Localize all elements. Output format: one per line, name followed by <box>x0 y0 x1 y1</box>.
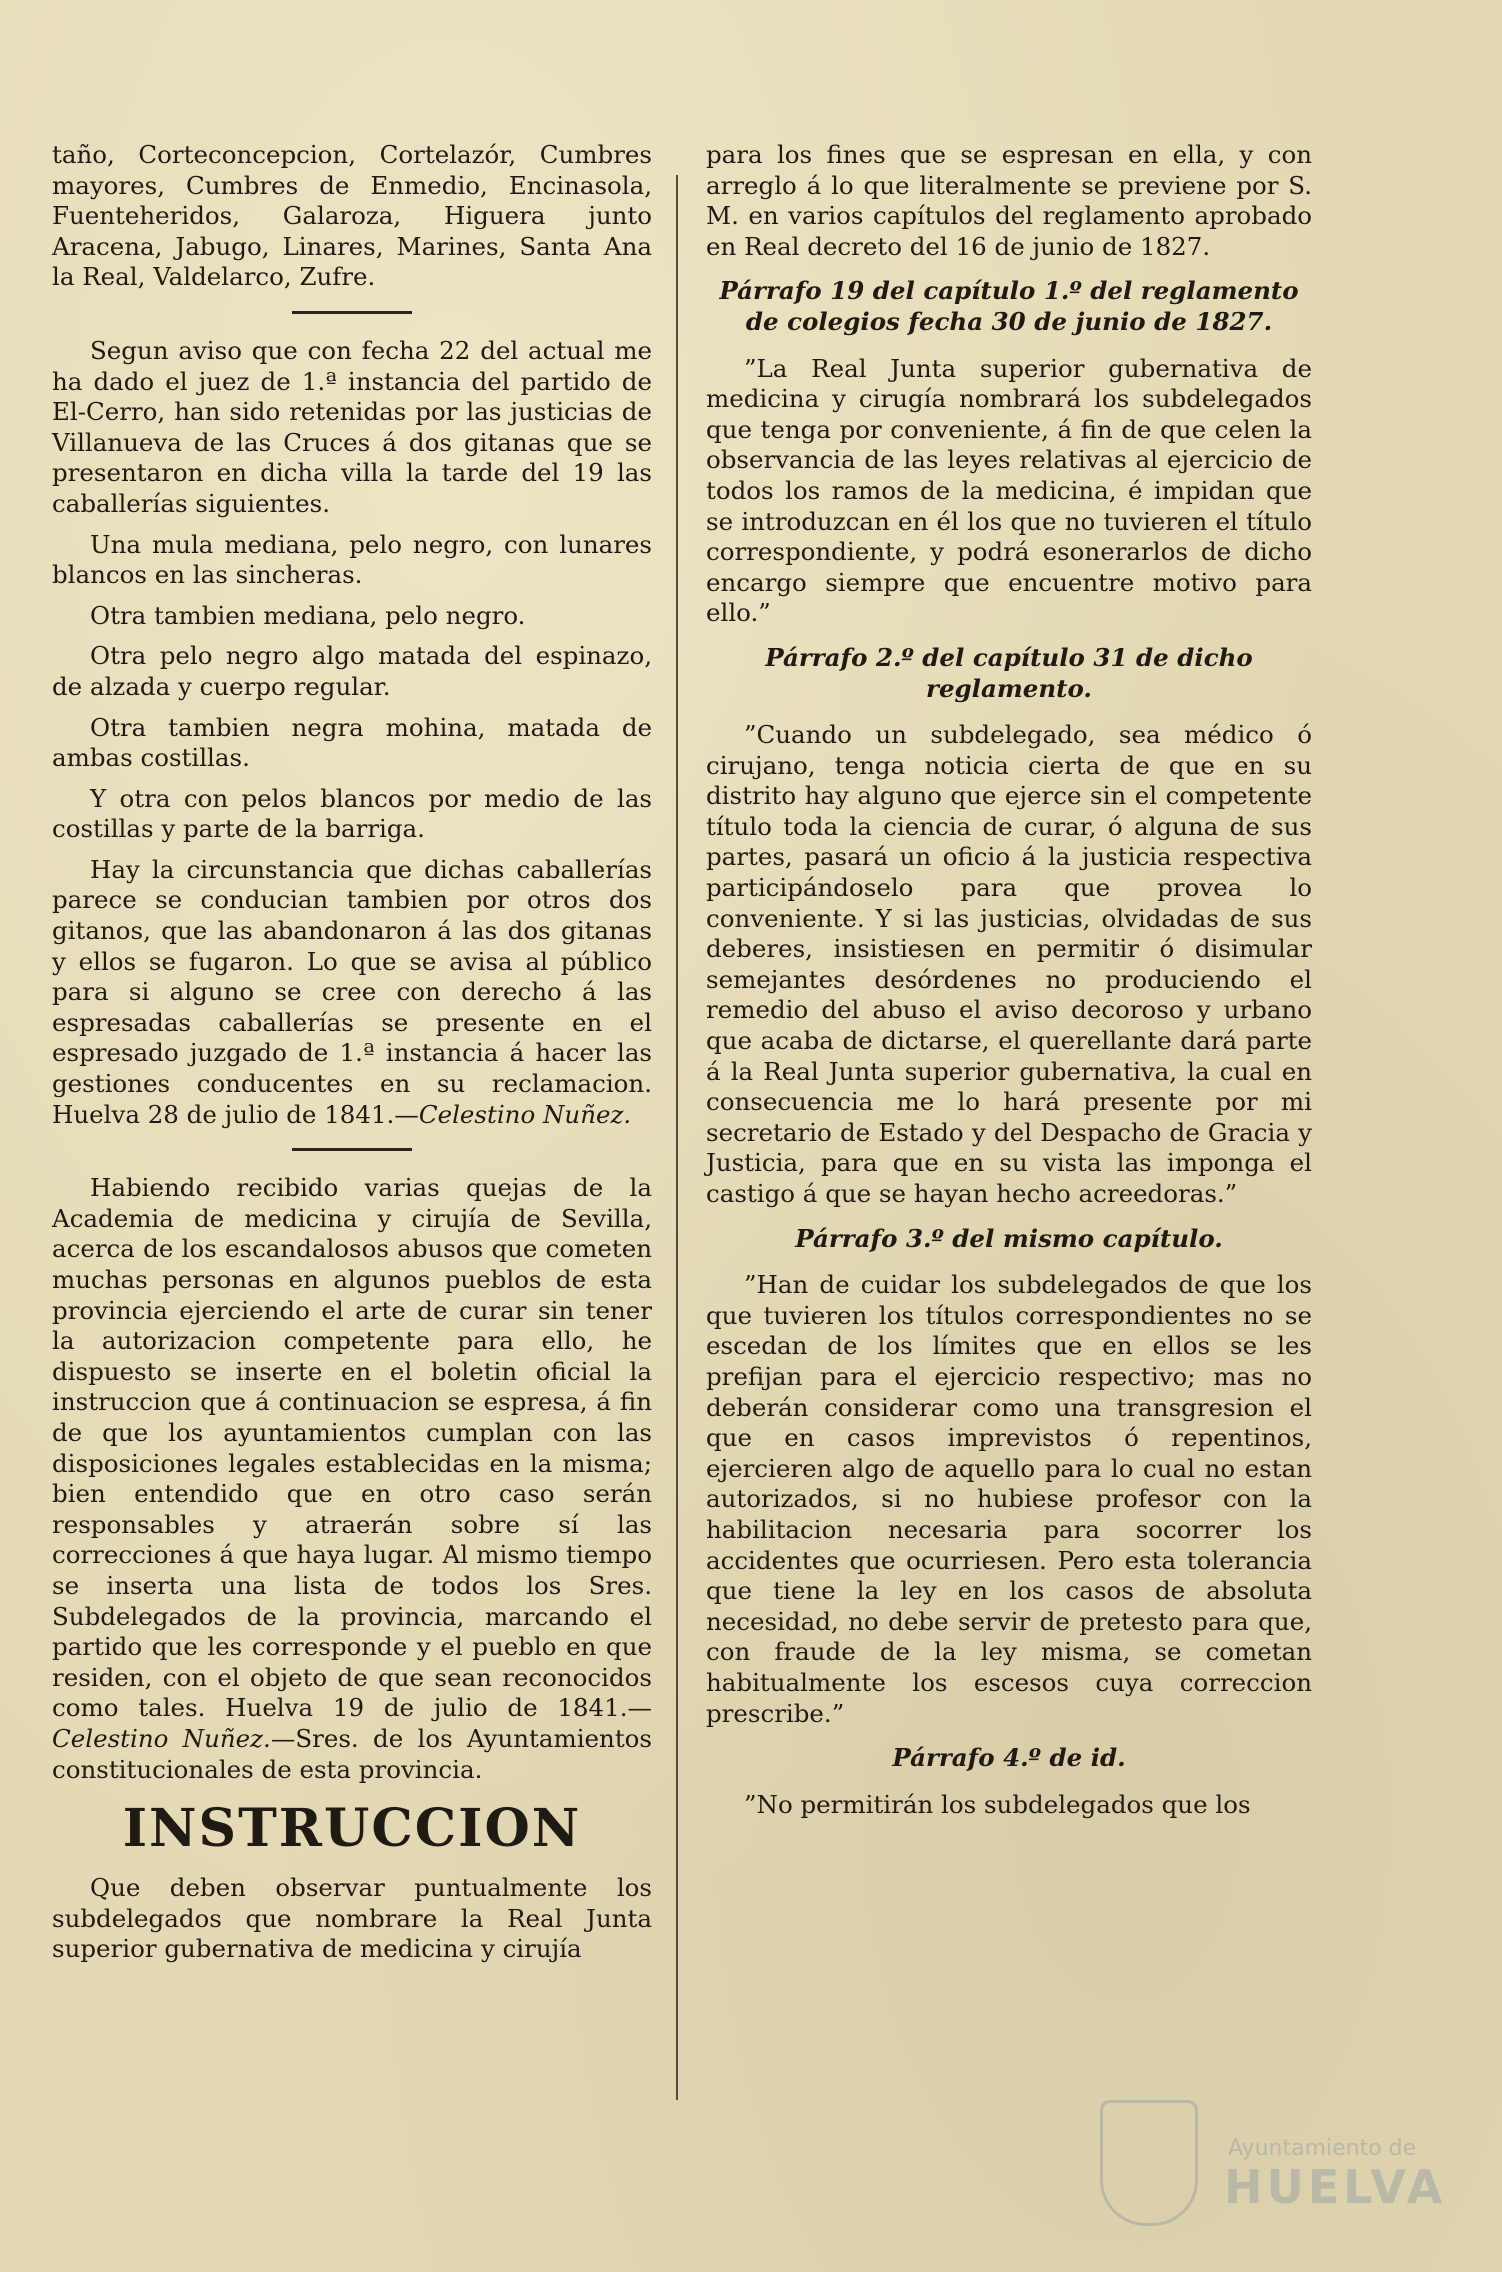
paragraph-item-2: Otra tambien mediana, pelo negro. <box>90 600 526 630</box>
article-heading: Párrafo 4.º de id. <box>892 1743 1126 1773</box>
paragraph-notice-body <box>52 855 652 1130</box>
instruction-notice-text: Habiendo recibido varias quejas de la Academia de medicina y cirujía de Sevilla, acerca de los escandalosos abusos que cometen muchas personas en algunos pueblos de esta provincia ejerciendo el arte de curar sin tener la autorizacion competente para ello, he dispuesto se inserte en el boletin oficial la instruccion que á continuacion se espresa, á fin de que los ayuntamientos cumplan con las disposiciones legales establecidas en la misma; bien entendido que en otro caso serán responsables y atraerán sobre sí las correcciones á que haya lugar. Al mismo tiempo se inserta una lista de todos los Sres. Subdelegados de la provincia, marcando el partido que les corresponde y el pueblo en que residen, con el objeto de que sean reconocidos como tales. Huelva 19 de julio de 1841.— <box>52 1173 652 1723</box>
article-text: ”Han de cuidar los subdelegados de que los que tuvieren los títulos correspondientes no se escedan de los límites que en ellos se les prefijan para el ejercicio respectivo; mas no deberán considerar como una transgresion el que en casos imprevistos ó repentinos, ejercieren algo de aquello para lo cual no estan autorizados, si no hubiese profesor con la habilitacion necesaria para socorrer los accidentes que ocurriesen. Pero esta tolerancia que tiene la ley en los casos de absoluta necesidad, no debe servir de pretesto para que, con fraude de la ley misma, se cometan habitualmente los escesos cuya correccion prescribe.” <box>706 1270 1312 1728</box>
watermark-logo <box>1100 2090 1460 2230</box>
paragraph-item-3: Otra pelo negro algo matada del espinazo, de alzada y cuerpo regular. <box>52 641 652 701</box>
paragraph-notice-intro: Segun aviso que con fecha 22 del actual me ha dado el juez de 1.ª instancia del partido de El-Cerro, han sido retenidas por las justicias de Villanueva de las Cruces á dos gitanas que se presentaron en dicha villa la tarde del 19 las caballerías siguientes. <box>52 335 652 518</box>
watermark-big-text: HUELVA <box>1224 2160 1447 2214</box>
section-divider <box>292 1148 412 1151</box>
paragraph-item-4: Otra tambien negra mohina, matada de ambas costillas. <box>52 712 652 773</box>
article-heading: Párrafo 3.º del mismo capítulo. <box>795 1223 1223 1253</box>
paragraph-item-1: Una mula mediana, pelo negro, con lunares blancos en las sincheras. <box>52 529 652 590</box>
article-heading: Párrafo 19 del capítulo 1.º del reglamento de colegios fecha 30 de junio de 1827. <box>719 276 1299 336</box>
section-title: INSTRUCCION <box>122 1798 582 1860</box>
section-divider <box>292 311 412 314</box>
article-text: ”La Real Junta superior gubernativa de medicina y cirugía nombrará los subdelegados que tenga por conveniente, á fin de que celen la observancia de las leyes relativas al ejercicio de todos los ramos de la medicina, é impidan que se introduzcan en él los que no tuvieren el título correspondiente, y podrá esonerarlos de dicho encargo siempre que encuentre motivo para ello.” <box>706 353 1312 628</box>
coat-of-arms-icon <box>1100 2100 1198 2226</box>
paragraph-continuation: para los fines que se espresan en ella, y con arreglo á lo que literalmente se previene por S. M. en varios capítulos del reglamento aprobado en Real decreto del 16 de junio de 1827. <box>706 140 1312 261</box>
right-column <box>706 140 1312 1830</box>
paragraph-instruction-notice <box>52 1173 652 1785</box>
signature: Celestino Nuñez. <box>52 1723 271 1753</box>
column-divider <box>676 175 678 2100</box>
article-heading: Párrafo 2.º del capítulo 31 de dicho reglamento. <box>765 642 1253 703</box>
watermark-small-text: Ayuntamiento de <box>1228 2136 1417 2161</box>
paragraph-town-list: taño, Corteconcepcion, Cortelazór, Cumbres mayores, Cumbres de Enmedio, Encinasola, Fuenteheridos, Galaroza, Higuera junto Aracena, Jabugo, Linares, Marines, Santa Ana la Real, Valdelarco, Zufre. <box>52 140 652 292</box>
paragraph-item-5: Y otra con pelos blancos por medio de las costillas y parte de la barriga. <box>52 783 652 844</box>
article-text: ”No permitirán los subdelegados que los <box>744 1789 1251 1819</box>
paragraph-instruction-intro: Que deben observar puntualmente los subdelegados que nombrare la Real Junta superior gubernativa de medicina y cirujía <box>52 1873 652 1964</box>
addressee: —Sres. de los Ayuntamientos constitucionales de esta provincia. <box>52 1723 652 1784</box>
left-column <box>52 140 652 1975</box>
notice-text: Hay la circunstancia que dichas caballerías parece se conducian tambien por otros dos gitanos, que las abandonaron á las dos gitanas y ellos se fugaron. Lo que se avisa al público para si alguno se cree con derecho á las espresadas caballerías se presente en el espresado juzgado de 1.ª instancia á hacer las gestiones conducentes en su reclamacion. Huelva 28 de julio de 1841.— <box>52 854 652 1129</box>
article-text: ”Cuando un subdelegado, sea médico ó cirujano, tenga noticia cierta de que en su distrito hay alguno que ejerce sin el competente título toda la ciencia de curar, ó alguna de sus partes, pasará un oficio á la justicia respectiva participándoselo para que provea lo conveniente. Y si las justicias, olvidadas de sus deberes, insistiesen en permitir ó disimular semejantes desórdenes no produciendo el remedio del abuso el aviso decoroso y urbano que acaba de dictarse, el querellante dará parte á la Real Junta superior gubernativa, la cual en consecuencia me lo hará presente por mi secretario de Estado y del Despacho de Gracia y Justicia, para que en su vista las imponga el castigo á que se hayan hecho acreedoras.” <box>706 720 1312 1208</box>
signature: Celestino Nuñez. <box>418 1099 632 1129</box>
